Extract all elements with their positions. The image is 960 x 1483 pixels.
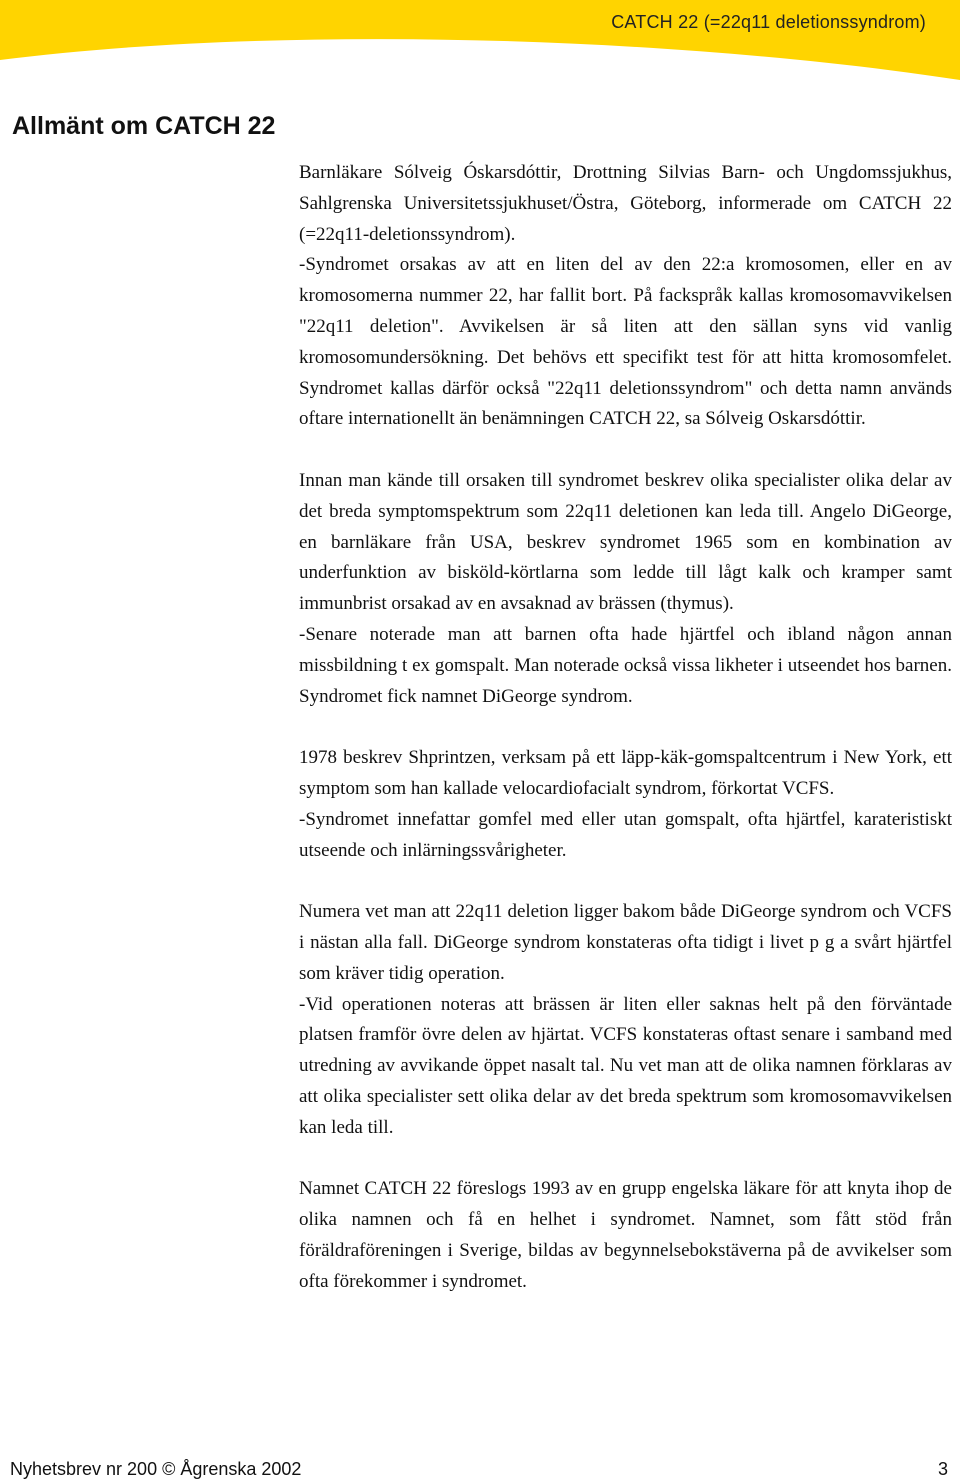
- footer-publication: Nyhetsbrev nr 200 © Ågrenska 2002: [10, 1459, 302, 1479]
- paragraph-cause: -Syndromet orsakas av att en liten del av den 22:a kromosomen, eller en av kromosomerna nummer 22, har fallit bort. På fackspråk kallas kromosomavvikelsen "22q11 deletion". Avvikelsen är så liten att den sällan syns vid vanlig kromosomundersökning. Det behövs ett specifikt test för att hitta kromosomfelet. Syndromet kallas därför också "22q11 deletionssyndrom" och detta namn används oftare internationellt än benämningen CATCH 22, sa Sólveig Oskarsdóttir.: [299, 254, 952, 430]
- article-body: [299, 158, 952, 1328]
- paragraph-current-knowledge: Numera vet man att 22q11 deletion ligger bakom både DiGeorge syndrom och VCFS i nästan alla fall. DiGeorge syndrom konstateras ofta tidigt i livet p g a svårt hjärtfel som kräver tidig operation.: [299, 901, 952, 984]
- section-title: Allmänt om CATCH 22: [12, 112, 276, 140]
- paragraph-intro: Barnläkare Sólveig Óskarsdóttir, Drottning Silvias Barn- och Ungdomssjukhus, Sahlgrenska Universitetssjukhuset/Östra, Göteborg, informerade om CATCH 22 (=22q11-deletionssyndrom).: [299, 162, 952, 245]
- paragraph-digeorge-naming: -Senare noterade man att barnen ofta hade hjärtfel och ibland någon annan missbildning t ex gomspalt. Man noterade också vissa likheter i utseendet hos barnen. Syndromet fick namnet DiGeorge syndrom.: [299, 623, 952, 707]
- header-band: [0, 0, 960, 80]
- paragraph-operation: -Vid operationen noteras att brässen är liten eller saknas helt på den förväntade platsen framför övre delen av hjärtat. VCFS konstateras oftast senare i samband med utredning av avvikande öppet nasalt tal. Nu vet man att de olika namnen förklaras av att olika specialister sett olika delar av det breda spektrum som kromosomavvikelsen kan leda till.: [299, 993, 952, 1138]
- paragraph-vcfs-features: -Syndromet innefattar gomfel med eller utan gomspalt, ofta hjärtfel, karateristiskt utseende och inlärningssvårigheter.: [299, 808, 952, 861]
- paragraph-name-origin: Namnet CATCH 22 föreslogs 1993 av en grupp engelska läkare för att knyta ihop de olika namnen och få en helhet i syndromet. Namnet, som fått stöd från föräldraföreningen i Sverige, bildas av begynnelsebokstäverna på de avvikelser som ofta förekommer i syndromet.: [299, 1178, 952, 1292]
- running-header-title: CATCH 22 (=22q11 deletionssyndrom): [611, 12, 926, 32]
- page-number: 3: [937, 1459, 948, 1479]
- paragraph-shprintzen: 1978 beskrev Shprintzen, verksam på ett läpp-käk-gomspaltcentrum i New York, ett symptom som han kallade velocardiofacialt syndrom, förkortat VCFS.: [299, 747, 952, 799]
- paragraph-history-digeorge: Innan man kände till orsaken till syndromet beskrev olika specialister olika delar av det breda symptomspektrum som 22q11 deletionen kan leda till. Angelo DiGeorge, en barnläkare från USA, beskrev syndromet 1965 som en kombination av underfunktion av bisköld-körtlarna som ledde till lågt kalk och kramper samt immunbrist orsakad av en avsaknad av brässen (thymus).: [299, 469, 952, 615]
